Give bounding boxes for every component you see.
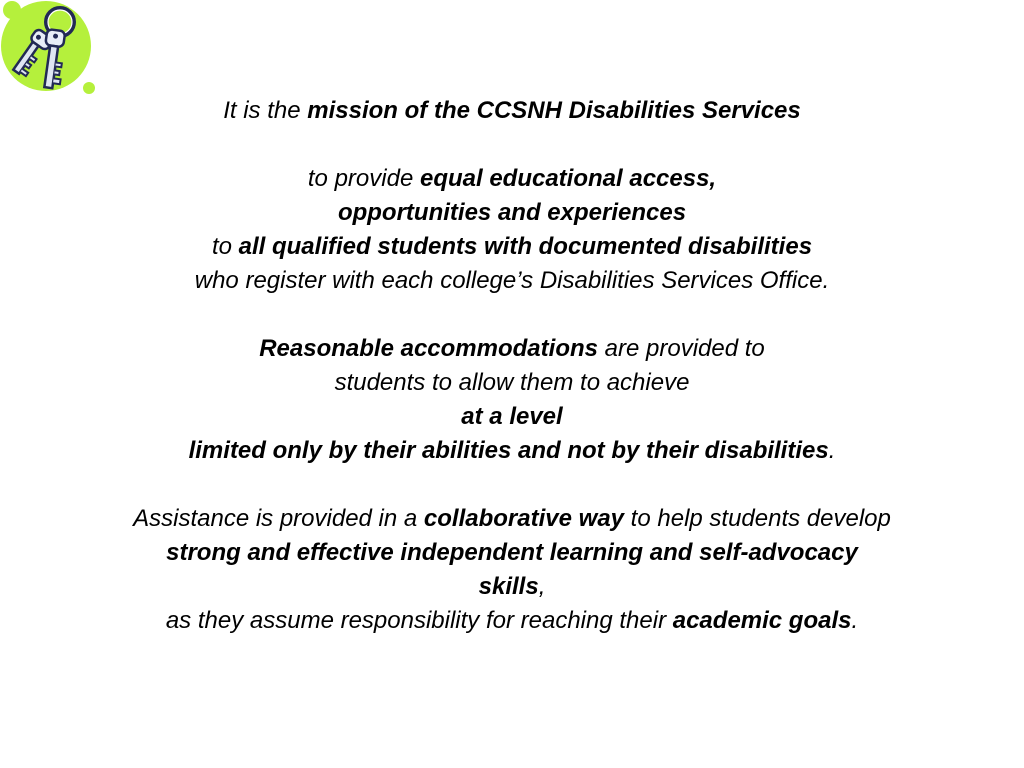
logo-green-dot-small bbox=[3, 1, 21, 19]
p4-line-4 bbox=[40, 604, 984, 638]
p2-line-1-bold: equal educational access, bbox=[419, 165, 717, 192]
p4-line-1-bold: collaborative way bbox=[423, 505, 625, 532]
p3-line-4-bold: limited only by their abilities and not by their disabilities bbox=[188, 437, 829, 464]
p2-line-4-text: who register with each college’s Disabilities Services Office. bbox=[194, 267, 830, 294]
p3-line-1-text: are provided to bbox=[597, 335, 765, 362]
p4-line-3 bbox=[40, 570, 984, 604]
p4-line-1 bbox=[40, 502, 984, 536]
p2-line-4 bbox=[40, 264, 984, 298]
p2-line-3-text: to bbox=[211, 233, 239, 260]
p1-line-1-bold: mission of the CCSNH Disabilities Services bbox=[307, 97, 801, 124]
p3-line-2-text: students to allow them to achieve bbox=[334, 369, 690, 396]
p3-line-2 bbox=[40, 366, 984, 400]
keys-icon bbox=[0, 0, 100, 100]
p3-line-3 bbox=[40, 400, 984, 434]
p2-line-3 bbox=[40, 230, 984, 264]
p4-line-3-text: , bbox=[538, 573, 546, 600]
p3-line-3-bold: at a level bbox=[461, 403, 563, 430]
p3-line-4 bbox=[40, 434, 984, 468]
p2-line-2 bbox=[40, 196, 984, 230]
p2-line-3-bold: all qualified students with documented disabilities bbox=[238, 233, 813, 260]
p3-line-1-bold: Reasonable accommodations bbox=[259, 335, 598, 362]
p3-line-4-text: . bbox=[828, 437, 836, 464]
paragraph-gap bbox=[40, 128, 984, 162]
p4-line-3-bold: skills bbox=[478, 573, 539, 600]
paragraph-gap bbox=[40, 468, 984, 502]
mission-statement bbox=[40, 94, 984, 638]
p2-line-1-text: to provide bbox=[307, 165, 420, 192]
paragraph-gap bbox=[40, 298, 984, 332]
p1-line-1 bbox=[40, 94, 984, 128]
p4-line-1-text-end: to help students develop bbox=[624, 505, 891, 532]
p3-line-1 bbox=[40, 332, 984, 366]
p2-line-1 bbox=[40, 162, 984, 196]
p2-line-2-bold: opportunities and experiences bbox=[337, 199, 687, 226]
p4-line-4-bold: academic goals bbox=[672, 607, 852, 634]
p4-line-4-text: as they assume responsibility for reaching their bbox=[165, 607, 673, 634]
p4-line-2 bbox=[40, 536, 984, 570]
p4-line-4-text-end: . bbox=[851, 607, 859, 634]
p4-line-2-bold: strong and effective independent learning and self-advocacy bbox=[166, 539, 858, 566]
p4-line-1-text: Assistance is provided in a bbox=[133, 505, 424, 532]
logo-green-dot bbox=[83, 82, 95, 94]
p1-line-1-text: It is the bbox=[223, 97, 308, 124]
